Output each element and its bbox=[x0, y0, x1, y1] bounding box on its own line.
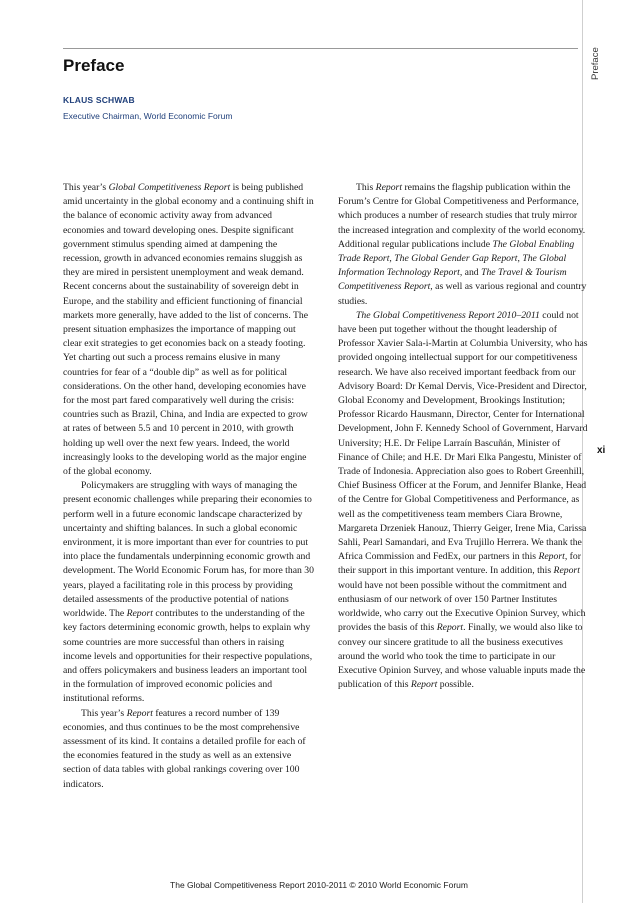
paragraph: This year’s Global Competitiveness Report is being published amid uncertainty in the global economy and a continuing shift in the balance of economic activity away from advanced economies and toward developing ones. Despite significant government stimulus spending aimed at dampening the recession, growth in advanced economies remains sluggish as they are mired in persistent unemployment and weak demand. Recent concerns about the sustainability of sovereign debt in Europe, and the stability and efficient functioning of financial markets more generally, have added to the list of concerns. The present situation emphasizes the importance of mapping out clear exit strategies to get economies back on a steady footing. Yet charting out such a process remains elusive in many countries for fear of a “double dip” as well as for political considerations. On the other hand, developing economies have for the most part fared comparatively well during the crisis: countries such as Brazil, China, and India are expected to grow at rates of between 5.5 and 10 percent in 2010, with growth holding up well over the next few years. Indeed, the world increasingly looks to the developing world as the major engine of the global economy. bbox=[63, 182, 314, 478]
body-column-right bbox=[338, 181, 590, 692]
italic-title: Report bbox=[410, 679, 438, 691]
italic-title: The Global Information Technology Report bbox=[338, 253, 567, 279]
italic-title: The Travel & Tourism Competitiveness Report bbox=[338, 267, 567, 293]
italic-title: Report bbox=[553, 565, 580, 577]
page-footer: The Global Competitiveness Report 2010-2011 © 2010 World Economic Forum bbox=[170, 880, 468, 890]
italic-title: Report bbox=[126, 707, 153, 719]
paragraph: The Global Competitiveness Report 2010–2011 could not have been put together without the thought leadership of Professor Xavier Sala-i-Martin at Columbia University, who has provided ongoing intellectual support for our competitiveness research. We have also received important feedback from our Advisory Board: Dr Kemal Dervis, Vice-President and Director, Global Economy and Development, Brookings Institution; Professor Ricardo Hausmann, Director, Center for International Development, John F. Kennedy School of Government, Harvard University; H.E. Dr Felipe Larraín Bascuñán, Minister of Finance of Chile; and H.E. Dr Mari Elka Pangestu, Minister of Trade of Indonesia. Appreciation also goes to Robert Greenhill, Chief Business Officer at the Forum, and Jennifer Blanke, Head of the Centre for Global Competitiveness and Performance, as well as the competitiveness team members Ciara Browne, Margareta Drzeniek Hanouz, Thierry Geiger, Irene Mia, Carissa Sahli, Pearl Samandari, and Eva Trujillo Herrera. We thank the Africa Commission and FedEx, our partners in this Report, for their support in this important venture. In addition, this Report would have not been possible without the commitment and enthusiasm of our network of over 150 Partner Institutes worldwide, who carry out the Executive Opinion Survey, which provides the basis of this Report. Finally, we would also like to convey our sincere gratitude to all the business executives around the world who took the time to participate in our Executive Opinion Survey, and whose valuable inputs made the publication of this Report possible. bbox=[338, 309, 588, 691]
author-name: KLAUS SCHWAB bbox=[63, 95, 135, 105]
italic-title: Report bbox=[126, 608, 153, 620]
italic-title: Report bbox=[436, 622, 464, 634]
italic-title: The Global Competitiveness Report 2010–2011 bbox=[356, 309, 540, 321]
italic-title: The Global Enabling Trade Report bbox=[338, 238, 575, 265]
italic-title: The Global Gender Gap Report bbox=[394, 253, 518, 265]
paragraph: This Report remains the flagship publication within the Forum’s Centre for Global Competitiveness and Performance, which produces a number of research studies that truly mirror the increased integration and complexity of the world economy. Additional regular publications include The Global Enabling Trade Report, The Global Gender Gap Report, The Global Information Technology Report, and The Travel & Tourism Competitiveness Report, as well as various regional and country studies. bbox=[338, 182, 587, 307]
header-rule bbox=[63, 48, 578, 49]
italic-title: Report bbox=[375, 182, 403, 193]
author-title: Executive Chairman, World Economic Forum bbox=[63, 111, 233, 121]
italic-title: Global Competitiveness Report bbox=[108, 182, 231, 193]
section-side-tab: Preface bbox=[590, 47, 601, 80]
page-number: xi bbox=[597, 445, 606, 456]
paragraph: This year’s Report features a record number of 139 economies, and thus continues to be the most comprehensive assessment of its kind. It contains a detailed profile for each of the economies featured in the study as well as an extensive section of data tables with global rankings covering over 100 indicators. bbox=[63, 707, 306, 790]
italic-title: Report bbox=[538, 551, 565, 563]
body-column-left bbox=[63, 181, 315, 792]
page-title: Preface bbox=[63, 56, 125, 75]
paragraph: Policymakers are struggling with ways of managing the present economic challenges while preparing their economies to perform well in a future economic landscape characterized by uncertainty and shifting balances. In such a global economic environment, it is more important than ever for countries to put into place the fundamentals underpinning economic growth and development. The World Economic Forum has, for more than 30 years, played a facilitating role in this process by providing detailed assessments of the productive potential of nations worldwide. The Report contributes to the understanding of the key factors determining economic growth, helps to explain why some countries are more successful than others in raising income levels and opportunities for their respective populations, and offers policymakers and business leaders an important tool in the formulation of improved economic policies and institutional reforms. bbox=[63, 480, 314, 705]
